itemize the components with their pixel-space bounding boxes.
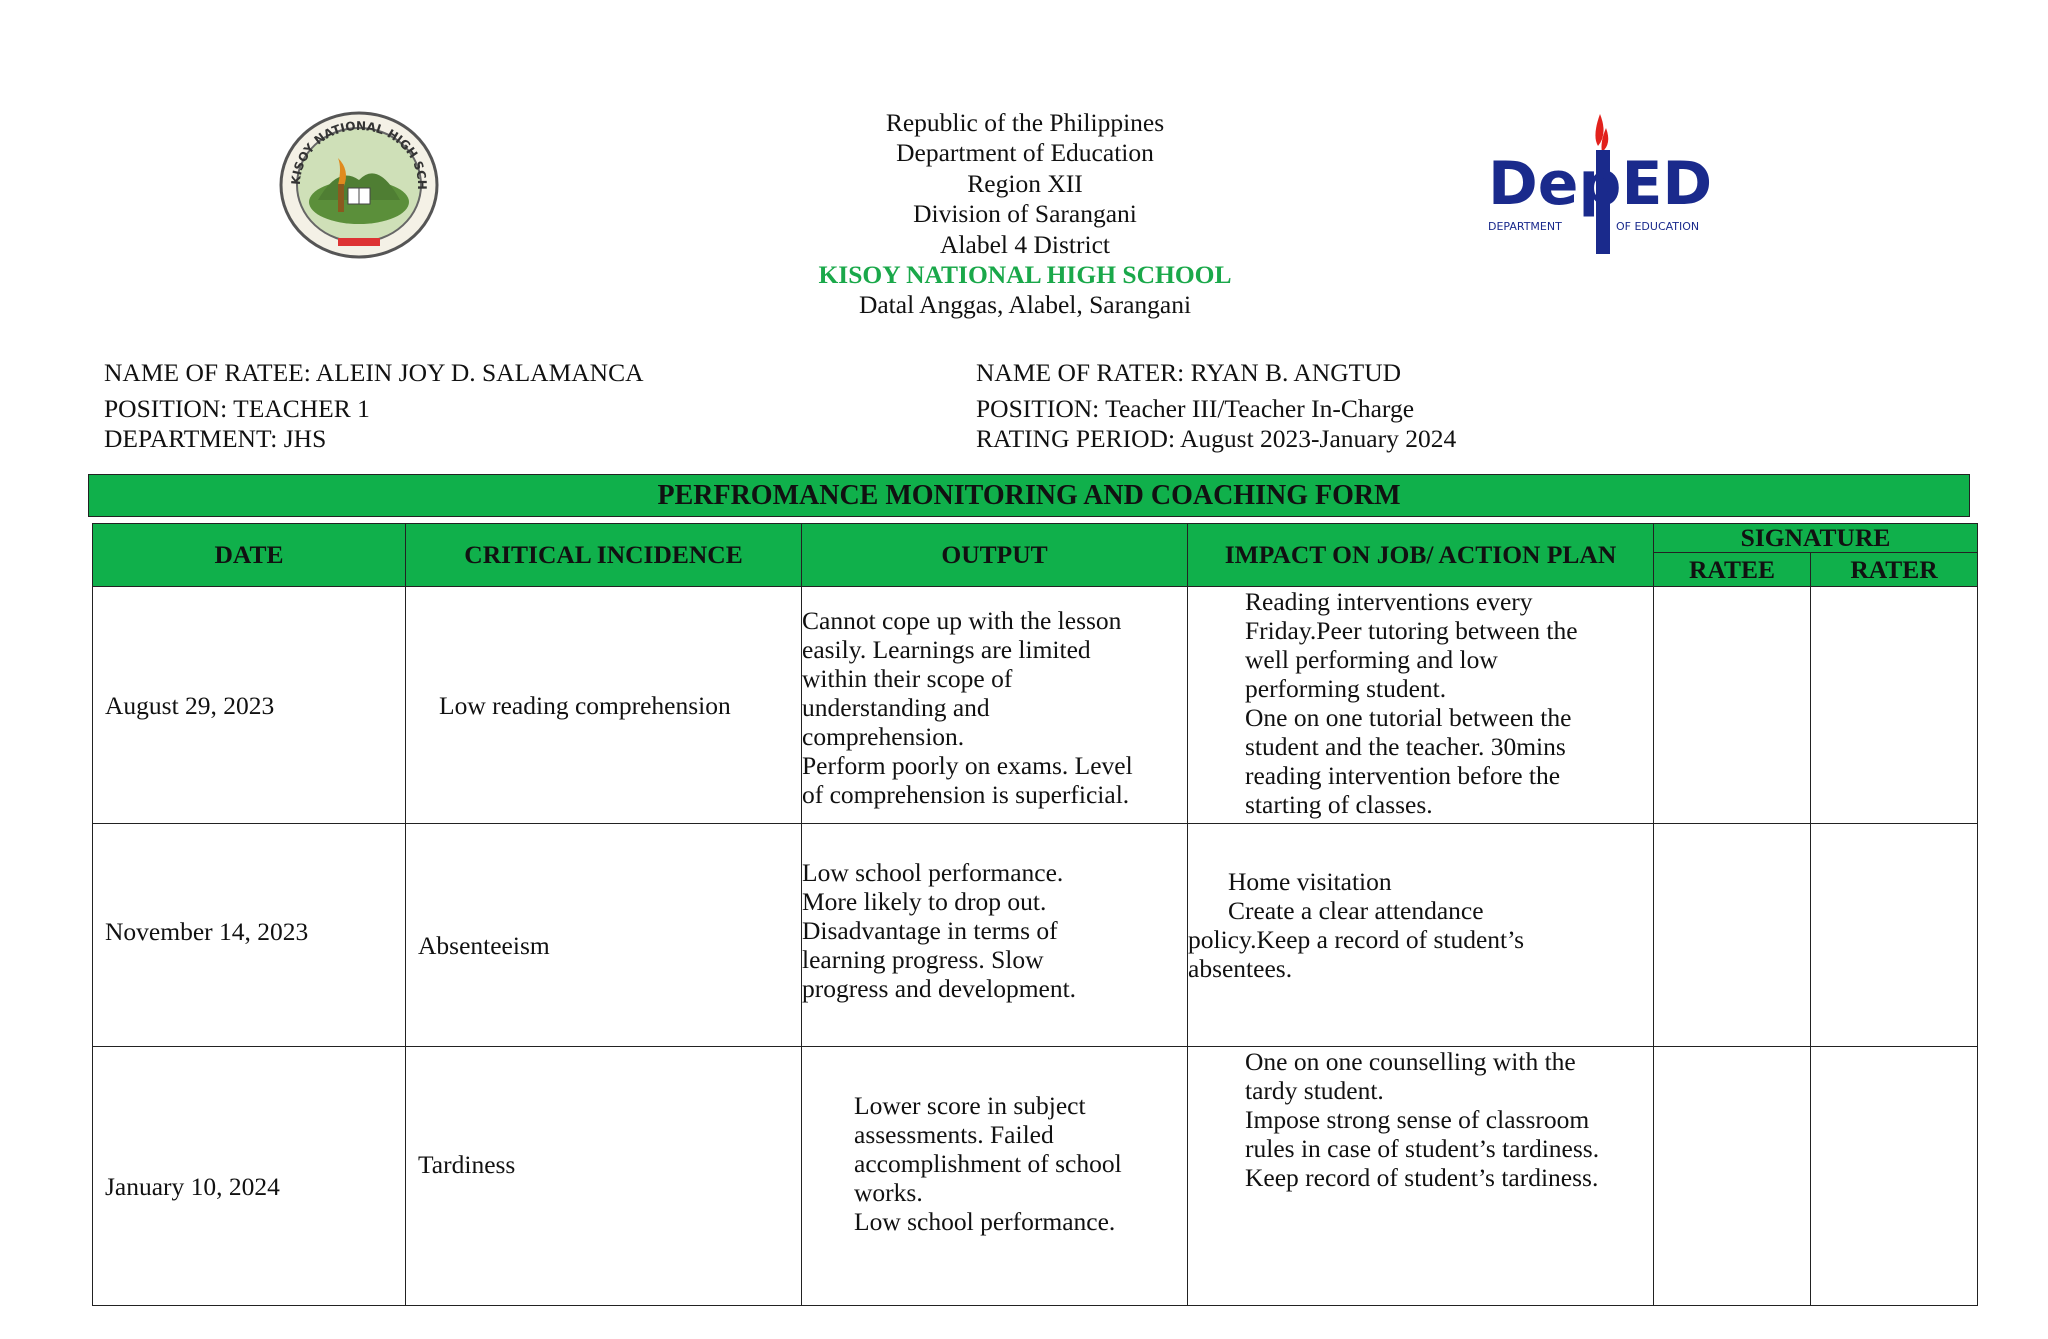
header-line-district: Alabel 4 District [940,229,1110,259]
impact-line-4: absentees. [1188,954,1293,983]
cell-date: November 14, 2023 [93,824,406,1047]
deped-sub-right: OF EDUCATION [1616,220,1700,233]
header-line-region: Region XII [967,168,1083,198]
impact-line-3: policy.Keep a record of student’s [1188,925,1525,954]
rater-name: NAME OF RATER: RYAN B. ANGTUD [976,358,1402,387]
cell-output: Cannot cope up with the lesson easily. Learnings are limited within their scope of understanding and comprehension. Perform poorly on exams. Level of comprehension is superficial. [802,587,1188,824]
school-seal-logo [278,110,440,260]
header-critical-incidence: CRITICAL INCIDENCE [406,524,802,587]
header-impact: IMPACT ON JOB/ ACTION PLAN [1188,524,1654,587]
cell-incidence: Low reading comprehension [406,587,802,824]
header-line-republic: Republic of the Philippines [885,108,1165,137]
ratee-position: POSITION: TEACHER 1 [104,394,370,423]
header-line-division: Division of Sarangani [913,199,1137,229]
cell-impact: One on one counselling with the tardy student. Impose strong sense of classroom rules in case of student’s tardiness. Keep record of student’s tardiness. [1188,1047,1654,1306]
cell-output: Lower score in subject assessments. Failed accomplishment of school works. Low school performance. [802,1047,1188,1306]
impact-line-2: Create a clear attendance [1228,896,1484,925]
cell-ratee-signature [1654,824,1811,1047]
cell-impact: Reading interventions every Friday.Peer tutoring between the well performing and low performing student. One on one tutorial between the student and the teacher. 30mins reading intervention before the starting of classes. [1188,587,1654,824]
cell-output: Low school performance. More likely to drop out. Disadvantage in terms of learning progress. Slow progress and development. [802,824,1188,1047]
cell-incidence: Absenteeism [406,824,802,1047]
seal-text: KISOY NATIONAL HIGH SCH [288,118,430,190]
cell-rater-signature [1811,1047,1978,1306]
header-ratee: RATEE [1654,553,1811,587]
deped-sub-left: DEPARTMENT [1488,220,1562,233]
header-signature: SIGNATURE [1654,524,1978,553]
document-header [650,108,1400,321]
ratee-name: NAME OF RATEE: ALEIN JOY D. SALAMANCA [104,358,644,387]
table-row [93,587,1978,824]
deped-wordmark: DepED [1488,149,1713,219]
monitoring-table [92,523,1978,1306]
rater-position: POSITION: Teacher III/Teacher In-Charge [976,394,1415,423]
impact-line-1: Home visitation [1228,867,1392,896]
table-row [93,1047,1978,1306]
cell-date: August 29, 2023 [93,587,406,824]
ratee-department: DEPARTMENT: JHS [104,424,327,453]
school-name: KISOY NATIONAL HIGH SCHOOL [818,260,1232,290]
rating-period: RATING PERIOD: August 2023-January 2024 [976,424,1457,453]
cell-date: January 10, 2024 [93,1047,406,1306]
header-date: DATE [93,524,406,587]
header-output: OUTPUT [802,524,1188,587]
school-address: Datal Anggas, Alabel, Sarangani [858,290,1192,320]
cell-ratee-signature [1654,1047,1811,1306]
cell-rater-signature [1811,587,1978,824]
cell-ratee-signature [1654,587,1811,824]
cell-rater-signature [1811,824,1978,1047]
cell-incidence: Tardiness [406,1047,802,1306]
header-line-department: Department of Education [896,138,1154,168]
table-row [93,824,1978,1047]
cell-impact [1188,824,1654,1047]
form-title: PERFROMANCE MONITORING AND COACHING FORM [88,474,1970,517]
header-rater: RATER [1811,553,1978,587]
deped-logo [1488,112,1718,258]
